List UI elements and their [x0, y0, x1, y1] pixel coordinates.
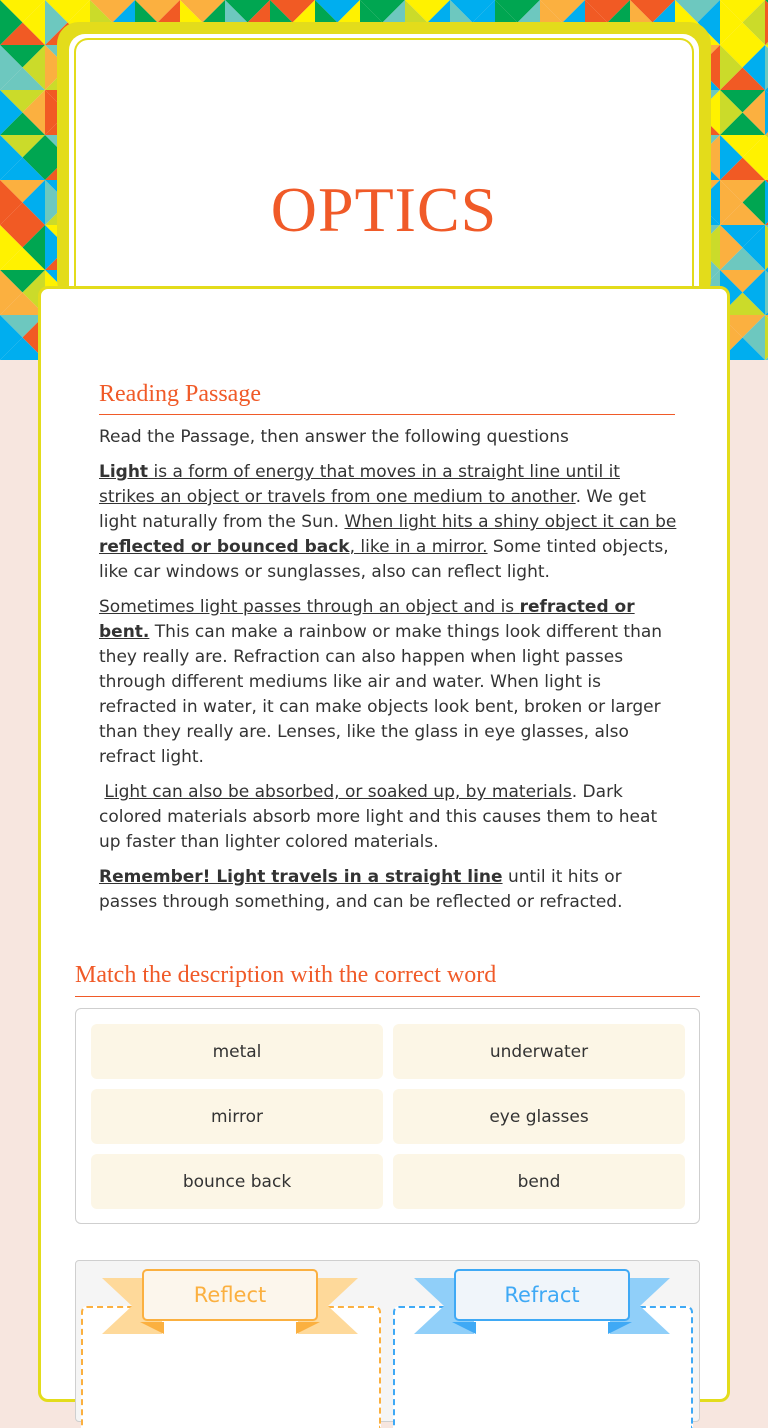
- passage-paragraph-1: [99, 460, 679, 585]
- match-tile-eye-glasses[interactable]: eye glasses: [393, 1089, 685, 1144]
- match-word-bank: [75, 1008, 700, 1224]
- header-inner-panel: [69, 34, 699, 302]
- heading-divider: [75, 996, 700, 997]
- keyword-reflected: reflected or bounced back: [99, 537, 350, 557]
- passage-instruction: Read the Passage, then answer the following questions: [99, 427, 569, 447]
- reading-passage: [99, 425, 679, 925]
- underlined-text: Sometimes light passes through an object and is: [99, 597, 520, 617]
- worksheet-card: [38, 286, 730, 1402]
- reading-passage-heading: Reading Passage: [99, 381, 261, 407]
- match-tile-bounce-back[interactable]: bounce back: [91, 1154, 383, 1209]
- underlined-text: When light hits a shiny object it can be: [344, 512, 677, 532]
- plain-text: . We get light naturally from the Sun.: [99, 487, 647, 532]
- header-inner-border: [74, 38, 694, 302]
- passage-paragraph-2: [99, 595, 679, 770]
- page-title: OPTICS: [270, 174, 498, 245]
- match-tile-bend[interactable]: bend: [393, 1154, 685, 1209]
- header-banner: [57, 22, 711, 302]
- match-tile-metal[interactable]: metal: [91, 1024, 383, 1079]
- plain-text: Some tinted objects, like car windows or sunglasses, also can reflect light.: [99, 537, 669, 582]
- underlined-text: is a form of energy that moves in a straight line until it strikes an object or travels from one medium to another: [99, 462, 620, 507]
- passage-paragraph-4: [99, 865, 679, 915]
- match-tile-underwater[interactable]: underwater: [393, 1024, 685, 1079]
- plain-text: . Dark colored materials absorb more light and this causes them to heat up faster than lighter colored materials.: [99, 782, 658, 852]
- keyword-light: Light: [99, 462, 149, 482]
- keyword-remember: Remember! Light travels in a straight line: [99, 867, 503, 887]
- underlined-text: , like in a mirror.: [349, 537, 488, 557]
- underlined-text: Light can also be absorbed, or soaked up, by materials: [104, 782, 572, 802]
- heading-divider: [99, 414, 675, 415]
- match-heading: Match the description with the correct word: [75, 962, 497, 988]
- category-refract-label: Refract: [454, 1269, 630, 1321]
- plain-text: until it hits or passes through something, and can be reflected or refracted.: [99, 867, 623, 912]
- category-reflect-label: Reflect: [142, 1269, 318, 1321]
- passage-paragraph-3: [99, 780, 679, 855]
- plain-text: This can make a rainbow or make things look different than they really are. Refraction can also happen when light passes through different mediums like air and water. When light is refracted in water, it can make objects look bent, broken or larger than they really are. Lenses, like the glass in eye glasses, also refract light.: [99, 622, 663, 767]
- keyword-refracted: refracted or bent.: [99, 597, 635, 642]
- sorting-categories: [75, 1260, 700, 1422]
- match-tile-mirror[interactable]: mirror: [91, 1089, 383, 1144]
